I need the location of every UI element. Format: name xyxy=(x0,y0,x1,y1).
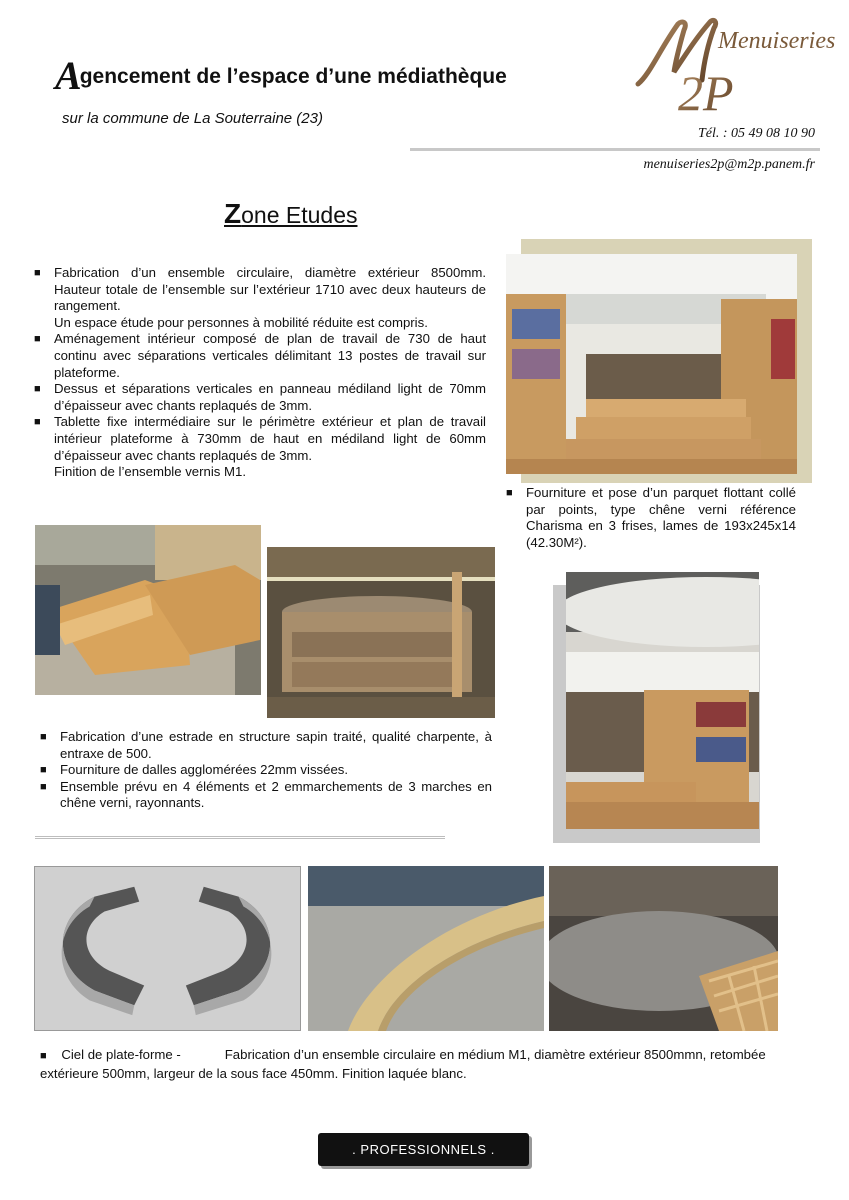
page-subtitle: sur la commune de La Souterraine (23) xyxy=(62,110,323,127)
header-divider xyxy=(410,148,820,151)
list-item-text: Dessus et séparations verticales en panneau médiland light de 70mm d’épaisseur avec chants replaqués de 3mm. xyxy=(54,381,486,413)
professionnels-button[interactable]: . PROFESSIONNELS . xyxy=(318,1133,529,1166)
title-rest: gencement de l’espace d’une médiathèque xyxy=(79,65,507,88)
square-bullet-icon: ■ xyxy=(40,731,47,743)
list-item xyxy=(34,265,486,331)
list-item-text: Fabrication d’une estrade en structure sapin traité, qualité charpente, à entraxe de 500. xyxy=(60,729,492,761)
square-bullet-icon: ■ xyxy=(34,416,41,429)
ceiling-text: Fabrication d’un ensemble circulaire en médium M1, diamètre extérieur 8500mmn, retombée extérieure 500mm, largeur de la sous face 450mm. Finition laquée blanc. xyxy=(40,1047,766,1081)
square-bullet-icon: ■ xyxy=(34,383,41,396)
description-list-main xyxy=(34,265,486,481)
list-item-text: Fourniture de dalles agglomérées 22mm vissées. xyxy=(60,762,349,778)
svg-text:2P: 2P xyxy=(678,65,734,114)
photo-study-zone xyxy=(506,254,797,474)
list-item-extra: Un espace étude pour personnes à mobilité réduite est compris. xyxy=(54,314,428,330)
square-bullet-icon: ■ xyxy=(40,780,47,793)
list-item xyxy=(40,762,492,779)
list-item-extra: Finition de l’ensemble vernis M1. xyxy=(54,464,247,480)
square-bullet-icon: ■ xyxy=(40,764,47,777)
list-item xyxy=(34,381,486,414)
section-initial: Z xyxy=(224,198,242,229)
list-item-text: Tablette fixe intermédiaire sur le périmètre extérieur et plan de travail intérieur plateforme à 730mm de haut en médiland light de 60mm d’épaisseur avec chants replaqués de 3mm. xyxy=(54,414,486,463)
list-item-text: Fabrication d’un ensemble circulaire, diamètre extérieur 8500mm. Hauteur totale de l’ensemble sur l’extérieur 1710 avec deux hauteurs de rangement. xyxy=(54,265,486,314)
list-item xyxy=(34,331,486,381)
company-logo xyxy=(630,14,836,114)
email-address: menuiseries2p@m2p.panem.fr xyxy=(643,157,815,172)
logo-text: Menuiseries xyxy=(718,28,836,54)
photo-bookcase xyxy=(566,572,759,829)
list-item xyxy=(34,414,486,480)
section-title-rest: one Etudes xyxy=(241,202,358,228)
list-item-text: Ensemble prévu en 4 éléments et 2 emmarchements de 3 marches en chêne verni, rayonnants. xyxy=(60,778,492,811)
photo-ring-workshop xyxy=(267,547,495,718)
square-bullet-icon: ■ xyxy=(34,267,41,279)
page-title xyxy=(55,52,507,99)
section-title xyxy=(224,198,357,230)
list-item-text: Fourniture et pose d’un parquet flottant collé par points, type chêne verni référence Charisma en 3 frises, lames de 193x245x14 (42.30M²). xyxy=(526,485,796,550)
phone-number: Tél. : 05 49 08 10 90 xyxy=(697,126,815,141)
title-initial: A xyxy=(55,53,82,98)
list-item xyxy=(40,779,492,812)
square-bullet-icon: ■ xyxy=(506,487,513,499)
photo-platform-frame xyxy=(549,866,778,1031)
parquet-description xyxy=(506,485,796,551)
photo-stairs-workshop xyxy=(35,525,261,695)
section-divider xyxy=(35,836,445,839)
ceiling-label: Ciel de plate-forme - xyxy=(61,1047,181,1062)
photo-ceiling-ring xyxy=(308,866,544,1031)
list-item xyxy=(506,485,796,551)
square-bullet-icon: ■ xyxy=(34,333,41,346)
description-list-estrade xyxy=(40,729,492,812)
photo-3d-model xyxy=(34,866,301,1031)
list-item-text: Aménagement intérieur composé de plan de travail de 730 de haut continu avec séparations verticales délimitant 13 postes de travail sur plateforme. xyxy=(54,331,486,380)
ceiling-description xyxy=(40,1046,780,1082)
square-bullet-icon: ■ xyxy=(40,1050,47,1062)
list-item xyxy=(40,729,492,762)
